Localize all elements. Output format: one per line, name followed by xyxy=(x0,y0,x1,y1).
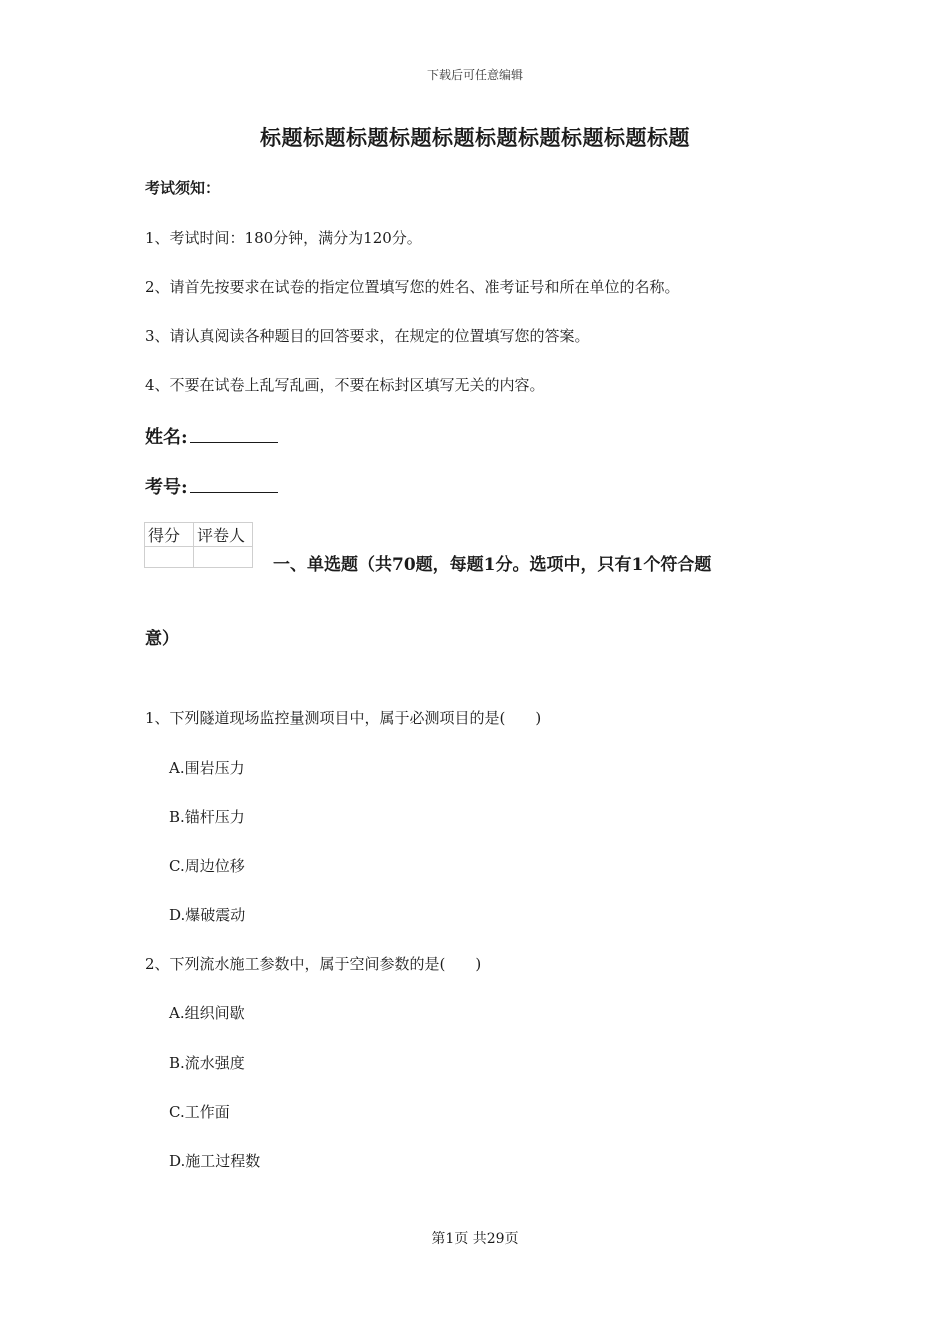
page-number: 第1页 共29页 xyxy=(431,1231,519,1247)
question-option[interactable]: B.锚杆压力 xyxy=(169,808,245,826)
question-stem: 1、下列隧道现场监控量测项目中，属于必测项目的是( ) xyxy=(145,709,542,727)
question-option[interactable]: D.爆破震动 xyxy=(169,906,246,924)
section-title-continued: 意） xyxy=(145,629,179,649)
notice-heading: 考试须知： xyxy=(145,179,221,197)
notice-rule: 1、考试时间：180分钟，满分为120分。 xyxy=(145,229,422,247)
score-table xyxy=(144,522,253,568)
name-blank-line[interactable] xyxy=(190,424,278,443)
grader-cell[interactable] xyxy=(194,547,253,568)
exam-id-blank-line[interactable] xyxy=(190,474,278,493)
score-cell[interactable] xyxy=(145,547,194,568)
name-field[interactable] xyxy=(145,423,278,449)
document-title: 标题标题标题标题标题标题标题标题标题标题 xyxy=(260,125,690,150)
notice-rule: 2、请首先按要求在试卷的指定位置填写您的姓名、准考证号和所在单位的名称。 xyxy=(145,278,680,296)
name-label: 姓名: xyxy=(145,427,188,448)
grader-header: 评卷人 xyxy=(194,523,253,547)
question-option[interactable]: C.周边位移 xyxy=(169,857,245,875)
notice-rule: 3、请认真阅读各种题目的回答要求，在规定的位置填写您的答案。 xyxy=(145,327,590,345)
question-stem: 2、下列流水施工参数中，属于空间参数的是( ) xyxy=(145,955,482,973)
question-option[interactable]: D.施工过程数 xyxy=(169,1152,261,1170)
exam-id-field[interactable] xyxy=(145,473,278,499)
question-option[interactable]: A.组织间歇 xyxy=(169,1004,245,1022)
score-header: 得分 xyxy=(145,523,194,547)
question-option[interactable]: A.围岩压力 xyxy=(169,759,245,777)
header-note: 下载后可任意编辑 xyxy=(426,68,523,82)
question-option[interactable]: C.工作面 xyxy=(169,1103,230,1121)
question-option[interactable]: B.流水强度 xyxy=(169,1054,245,1072)
exam-id-label: 考号: xyxy=(145,477,188,498)
notice-rule: 4、不要在试卷上乱写乱画，不要在标封区填写无关的内容。 xyxy=(145,376,545,394)
section-title: 一、单选题（共70题，每题1分。选项中，只有1个符合题 xyxy=(273,555,712,575)
